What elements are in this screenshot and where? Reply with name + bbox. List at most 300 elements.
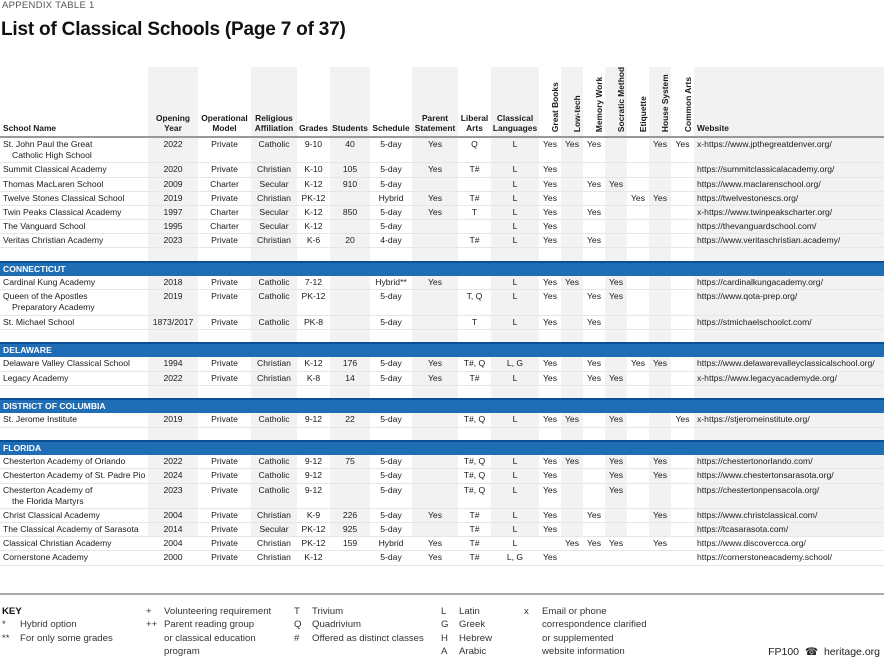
school-name <box>0 191 148 205</box>
website-link[interactable]: x-https://www.twinpeakscharter.org/ <box>694 205 884 219</box>
key-symbol: # <box>294 632 300 644</box>
cell-gb: Yes <box>539 276 561 290</box>
cell-grades: 9-12 <box>297 455 330 469</box>
table-row <box>0 551 884 565</box>
cell-et <box>627 551 649 565</box>
key-symbol <box>146 632 164 645</box>
cell-affiliation: Christian <box>251 551 297 565</box>
website-link[interactable]: https://chestertonorlando.com/ <box>694 455 884 469</box>
key-item <box>146 605 271 618</box>
cell-affiliation: Christian <box>251 508 297 522</box>
cell-liberal: T <box>458 205 491 219</box>
cell-sm <box>605 220 627 234</box>
school-name <box>0 205 148 219</box>
website-link[interactable]: https://www.chestertonsarasota.org/ <box>694 469 884 483</box>
cell-languages: L <box>491 483 539 508</box>
table-header <box>0 67 884 137</box>
table-row <box>0 315 884 329</box>
cell-parent: Yes <box>412 163 458 177</box>
website-link[interactable]: x-https://stjeromeinstitute.org/ <box>694 413 884 427</box>
school-name <box>0 137 148 163</box>
school-name-line: St. Jerome Institute <box>3 414 78 425</box>
school-name-line: Twin Peaks Classical Academy <box>3 206 122 217</box>
cell-gb: Yes <box>539 315 561 329</box>
cell-ca <box>671 234 694 248</box>
key-text: website information <box>542 646 625 658</box>
cell-students: 105 <box>330 163 370 177</box>
cell-lt: Yes <box>561 537 583 551</box>
cell-schedule: 5-day <box>370 315 412 329</box>
cell-gb: Yes <box>539 483 561 508</box>
cell-year: 2004 <box>148 508 198 522</box>
cell-gb: Yes <box>539 455 561 469</box>
cell-hs <box>649 220 671 234</box>
website-link[interactable]: https://www.discovercca.org/ <box>694 537 884 551</box>
cell-lt: Yes <box>561 137 583 163</box>
cell-languages: L <box>491 137 539 163</box>
heritage-link[interactable]: heritage.org <box>823 646 880 658</box>
cell-grades: PK-12 <box>297 191 330 205</box>
cell-mw: Yes <box>583 205 605 219</box>
table-row <box>0 177 884 191</box>
cell-liberal: T#, Q <box>458 469 491 483</box>
cell-liberal: T# <box>458 523 491 537</box>
school-name <box>0 371 148 385</box>
brand-footer <box>768 646 880 658</box>
cell-affiliation: Catholic <box>251 276 297 290</box>
school-name-line: Christ Classical Academy <box>3 509 100 520</box>
cell-gb: Yes <box>539 290 561 315</box>
school-name-line: Summit Classical Academy <box>3 164 107 175</box>
key-text: Trivium <box>312 606 344 617</box>
website-link[interactable]: https://summitclassicalacademy.org/ <box>694 163 884 177</box>
col-label: Memory Work <box>593 76 604 132</box>
cell-et <box>627 508 649 522</box>
cell-hs <box>649 234 671 248</box>
key-item <box>524 618 647 631</box>
cell-hs <box>649 413 671 427</box>
key-col-4 <box>441 605 492 659</box>
cell-mw <box>583 483 605 508</box>
cell-sm: Yes <box>605 413 627 427</box>
table-row <box>0 508 884 522</box>
cell-languages: L <box>491 163 539 177</box>
cell-schedule: 5-day <box>370 137 412 163</box>
key-text: correspondence clarified <box>542 619 647 631</box>
cell-sm <box>605 137 627 163</box>
table-row <box>0 234 884 248</box>
school-name-line: St. Michael School <box>3 316 75 327</box>
cell-model: Private <box>198 523 251 537</box>
cell-liberal: T# <box>458 551 491 565</box>
key-symbol <box>146 645 164 658</box>
col-schedule: Schedule <box>370 67 412 137</box>
cell-et <box>627 290 649 315</box>
cell-schedule: Hybrid** <box>370 276 412 290</box>
cell-students: 20 <box>330 234 370 248</box>
cell-year: 2019 <box>148 290 198 315</box>
school-name-line: Twelve Stones Classical School <box>3 192 125 203</box>
cell-affiliation: Catholic <box>251 290 297 315</box>
cell-lt <box>561 177 583 191</box>
cell-schedule: 5-day <box>370 455 412 469</box>
website-link[interactable]: x-https://www.jpthegreatdenver.org/ <box>694 137 884 163</box>
cell-gb: Yes <box>539 523 561 537</box>
cell-schedule: 4-day <box>370 234 412 248</box>
cell-model: Private <box>198 357 251 371</box>
cell-schedule: 5-day <box>370 371 412 385</box>
cell-et <box>627 315 649 329</box>
cell-grades: K-8 <box>297 371 330 385</box>
cell-affiliation: Secular <box>251 523 297 537</box>
cell-gb: Yes <box>539 191 561 205</box>
cell-languages: L <box>491 205 539 219</box>
key-text: Greek <box>459 619 486 631</box>
cell-gb: Yes <box>539 508 561 522</box>
cell-mw: Yes <box>583 371 605 385</box>
cell-lt <box>561 205 583 219</box>
website-link[interactable]: https://www.veritaschristian.academy/ <box>694 234 884 248</box>
school-name-line: The Classical Academy of Sarasota <box>3 524 139 535</box>
cell-model: Private <box>198 413 251 427</box>
school-name-line: Veritas Christian Academy <box>3 235 104 246</box>
website-link[interactable]: https://www.christclassical.com/ <box>694 508 884 522</box>
key-symbol: A <box>441 646 448 658</box>
cell-liberal: T# <box>458 191 491 205</box>
school-name <box>0 290 148 315</box>
website-link[interactable]: https://cardinalkungacademy.org/ <box>694 276 884 290</box>
cell-affiliation: Christian <box>251 163 297 177</box>
cell-grades: PK-12 <box>297 523 330 537</box>
cell-hs <box>649 290 671 315</box>
school-name <box>0 413 148 427</box>
key-item <box>294 605 424 618</box>
cell-hs: Yes <box>649 455 671 469</box>
school-name <box>0 234 148 248</box>
cell-parent <box>412 220 458 234</box>
cell-model: Charter <box>198 220 251 234</box>
cell-et <box>627 137 649 163</box>
cell-model: Private <box>198 137 251 163</box>
cell-sm: Yes <box>605 483 627 508</box>
section-header <box>0 441 884 455</box>
cell-mw <box>583 220 605 234</box>
section-header <box>0 262 884 276</box>
key-symbol: G <box>441 619 449 631</box>
eyebrow: APPENDIX TABLE 1 <box>2 0 95 11</box>
cell-languages: L <box>491 469 539 483</box>
cell-mw: Yes <box>583 537 605 551</box>
key-item <box>146 632 271 645</box>
col-grades: Grades <box>297 67 330 137</box>
col-parent-statement: Parent Statement <box>412 67 458 137</box>
school-name <box>0 220 148 234</box>
cell-mw: Yes <box>583 234 605 248</box>
key-symbol <box>524 632 542 645</box>
website-link[interactable]: https://tcasarasota.com/ <box>694 523 884 537</box>
cell-ca <box>671 483 694 508</box>
key-item <box>294 618 424 631</box>
cell-parent: Yes <box>412 357 458 371</box>
website-link[interactable]: https://www.delawarevalleyclassicalschool.org/ <box>694 357 884 371</box>
key-col-1 <box>2 605 113 645</box>
cell-liberal: T#, Q <box>458 357 491 371</box>
cell-grades: K-9 <box>297 508 330 522</box>
col-label: Socratic Method <box>615 66 626 132</box>
col-socratic-method <box>605 67 627 137</box>
cell-ca <box>671 315 694 329</box>
section-label: FLORIDA <box>0 441 884 455</box>
cell-mw: Yes <box>583 357 605 371</box>
cell-languages: L <box>491 413 539 427</box>
cell-ca <box>671 508 694 522</box>
cell-parent: Yes <box>412 551 458 565</box>
school-name <box>0 357 148 371</box>
heritage-bell-icon: ☎ <box>804 646 819 658</box>
cell-affiliation: Catholic <box>251 137 297 163</box>
cell-mw <box>583 523 605 537</box>
cell-sm <box>605 205 627 219</box>
cell-parent <box>412 413 458 427</box>
cell-languages: L <box>491 523 539 537</box>
key-item <box>441 645 492 658</box>
col-label: Common Arts <box>682 76 693 132</box>
cell-sm <box>605 551 627 565</box>
website-link[interactable]: https://stmichaelschoolct.com/ <box>694 315 884 329</box>
cell-ca <box>671 177 694 191</box>
key-symbol: ** <box>2 632 10 644</box>
cell-affiliation: Catholic <box>251 455 297 469</box>
cell-year: 2023 <box>148 234 198 248</box>
table-row <box>0 483 884 508</box>
cell-lt <box>561 523 583 537</box>
key-text: Arabic <box>459 646 487 658</box>
cell-affiliation: Christian <box>251 371 297 385</box>
cell-parent <box>412 234 458 248</box>
cell-ca <box>671 276 694 290</box>
key-symbol: L <box>441 606 447 617</box>
spacer-row <box>0 329 884 343</box>
footer-divider <box>0 593 884 595</box>
col-memory-work <box>583 67 605 137</box>
key-text: or supplemented <box>542 632 614 644</box>
key-item <box>2 618 113 631</box>
col-classical-languages: Classical Languages <box>491 67 539 137</box>
cell-hs: Yes <box>649 469 671 483</box>
cell-parent <box>412 483 458 508</box>
cell-hs: Yes <box>649 137 671 163</box>
school-name <box>0 551 148 565</box>
cell-mw <box>583 276 605 290</box>
cell-students: 159 <box>330 537 370 551</box>
cell-model: Private <box>198 551 251 565</box>
school-name <box>0 315 148 329</box>
cell-year: 2019 <box>148 191 198 205</box>
table-row <box>0 523 884 537</box>
cell-ca <box>671 205 694 219</box>
table-row <box>0 469 884 483</box>
cell-year: 2020 <box>148 163 198 177</box>
school-name <box>0 177 148 191</box>
table-row <box>0 357 884 371</box>
website-link[interactable]: https://thevanguardschool.com/ <box>694 220 884 234</box>
cell-ca <box>671 163 694 177</box>
cell-lt <box>561 290 583 315</box>
cell-hs: Yes <box>649 357 671 371</box>
col-website: Website <box>694 67 884 137</box>
col-label: House System <box>659 74 670 132</box>
key-symbol: Q <box>294 619 302 631</box>
table-row <box>0 205 884 219</box>
cell-et: Yes <box>627 191 649 205</box>
key-symbol: * <box>2 619 6 631</box>
col-students: Students <box>330 67 370 137</box>
table-row <box>0 137 884 163</box>
cell-affiliation: Christian <box>251 537 297 551</box>
cell-affiliation: Secular <box>251 205 297 219</box>
cell-model: Private <box>198 163 251 177</box>
cell-schedule: 5-day <box>370 483 412 508</box>
cell-parent: Yes <box>412 537 458 551</box>
school-name-line: Chesterton Academy of <box>3 484 93 495</box>
cell-grades: K-12 <box>297 177 330 191</box>
section-label: DELAWARE <box>0 343 884 357</box>
cell-sm: Yes <box>605 371 627 385</box>
cell-students <box>330 191 370 205</box>
col-liberal-arts: Liberal Arts <box>458 67 491 137</box>
cell-sm <box>605 508 627 522</box>
table-row <box>0 455 884 469</box>
cell-lt <box>561 469 583 483</box>
cell-year: 2009 <box>148 177 198 191</box>
cell-sm: Yes <box>605 469 627 483</box>
cell-mw <box>583 469 605 483</box>
table-row <box>0 537 884 551</box>
cell-liberal: T#, Q <box>458 483 491 508</box>
cell-grades: K-12 <box>297 205 330 219</box>
school-name <box>0 537 148 551</box>
cell-hs: Yes <box>649 508 671 522</box>
col-opening-year: Opening Year <box>148 67 198 137</box>
cell-hs: Yes <box>649 537 671 551</box>
cell-mw: Yes <box>583 315 605 329</box>
cell-affiliation: Christian <box>251 234 297 248</box>
table-row <box>0 220 884 234</box>
cell-et <box>627 276 649 290</box>
spacer <box>0 385 884 399</box>
website-link[interactable]: https://www.qota-prep.org/ <box>694 290 884 315</box>
spacer <box>0 248 884 262</box>
cell-liberal: T <box>458 315 491 329</box>
key-text: Hebrew <box>459 632 493 644</box>
school-name-line: Classical Christian Academy <box>3 538 112 549</box>
col-common-arts <box>671 67 694 137</box>
cell-gb: Yes <box>539 357 561 371</box>
cell-hs <box>649 483 671 508</box>
cell-mw <box>583 455 605 469</box>
cell-liberal <box>458 276 491 290</box>
cell-sm <box>605 357 627 371</box>
col-low-tech <box>561 67 583 137</box>
col-label: Low-tech <box>571 95 582 132</box>
school-name-line: Thomas MacLaren School <box>3 178 104 189</box>
section-label: DISTRICT OF COLUMBIA <box>0 399 884 413</box>
cell-liberal: T#, Q <box>458 413 491 427</box>
cell-grades: 9-10 <box>297 137 330 163</box>
cell-mw: Yes <box>583 177 605 191</box>
website-link[interactable]: https://chestertonpensacola.org/ <box>694 483 884 508</box>
cell-liberal: T# <box>458 163 491 177</box>
cell-mw <box>583 413 605 427</box>
cell-hs <box>649 371 671 385</box>
spacer <box>0 329 884 343</box>
table-row <box>0 290 884 315</box>
section-header <box>0 343 884 357</box>
cell-lt: Yes <box>561 455 583 469</box>
school-name <box>0 455 148 469</box>
website-link[interactable]: https://twelvestonescs.org/ <box>694 191 884 205</box>
cell-students: 176 <box>330 357 370 371</box>
cell-students: 22 <box>330 413 370 427</box>
cell-students: 226 <box>330 508 370 522</box>
website-link[interactable]: https://cornerstoneacademy.school/ <box>694 551 884 565</box>
school-name-line: Chesterton Academy of St. Padre Pio <box>3 470 146 481</box>
cell-languages: L, G <box>491 551 539 565</box>
cell-grades: PK-12 <box>297 537 330 551</box>
cell-et <box>627 177 649 191</box>
cell-year: 2023 <box>148 483 198 508</box>
cell-mw: Yes <box>583 137 605 163</box>
cell-languages: L <box>491 371 539 385</box>
key-col-3 <box>294 605 424 645</box>
cell-lt <box>561 551 583 565</box>
col-great-books <box>539 67 561 137</box>
cell-year: 1994 <box>148 357 198 371</box>
cell-parent: Yes <box>412 191 458 205</box>
cell-et <box>627 483 649 508</box>
cell-model: Private <box>198 508 251 522</box>
website-link[interactable]: https://www.maclarenschool.org/ <box>694 177 884 191</box>
cell-grades: PK-8 <box>297 315 330 329</box>
spacer-row <box>0 427 884 441</box>
cell-parent: Yes <box>412 137 458 163</box>
cell-schedule: 5-day <box>370 220 412 234</box>
school-name <box>0 276 148 290</box>
section-header <box>0 399 884 413</box>
cell-students: 75 <box>330 455 370 469</box>
cell-students <box>330 469 370 483</box>
cell-mw <box>583 163 605 177</box>
cell-et <box>627 371 649 385</box>
cell-students <box>330 276 370 290</box>
cell-liberal: T#, Q <box>458 455 491 469</box>
table-row <box>0 371 884 385</box>
website-link[interactable]: x-https://www.legacyacademyde.org/ <box>694 371 884 385</box>
cell-gb: Yes <box>539 234 561 248</box>
cell-mw: Yes <box>583 508 605 522</box>
col-label: Etiquette <box>637 96 648 132</box>
school-name <box>0 483 148 508</box>
cell-year: 2022 <box>148 137 198 163</box>
school-name-line: Catholic High School <box>12 150 92 161</box>
cell-hs <box>649 551 671 565</box>
cell-lt: Yes <box>561 413 583 427</box>
table-row <box>0 413 884 427</box>
cell-students: 910 <box>330 177 370 191</box>
cell-languages: L <box>491 234 539 248</box>
cell-ca: Yes <box>671 137 694 163</box>
cell-sm <box>605 191 627 205</box>
